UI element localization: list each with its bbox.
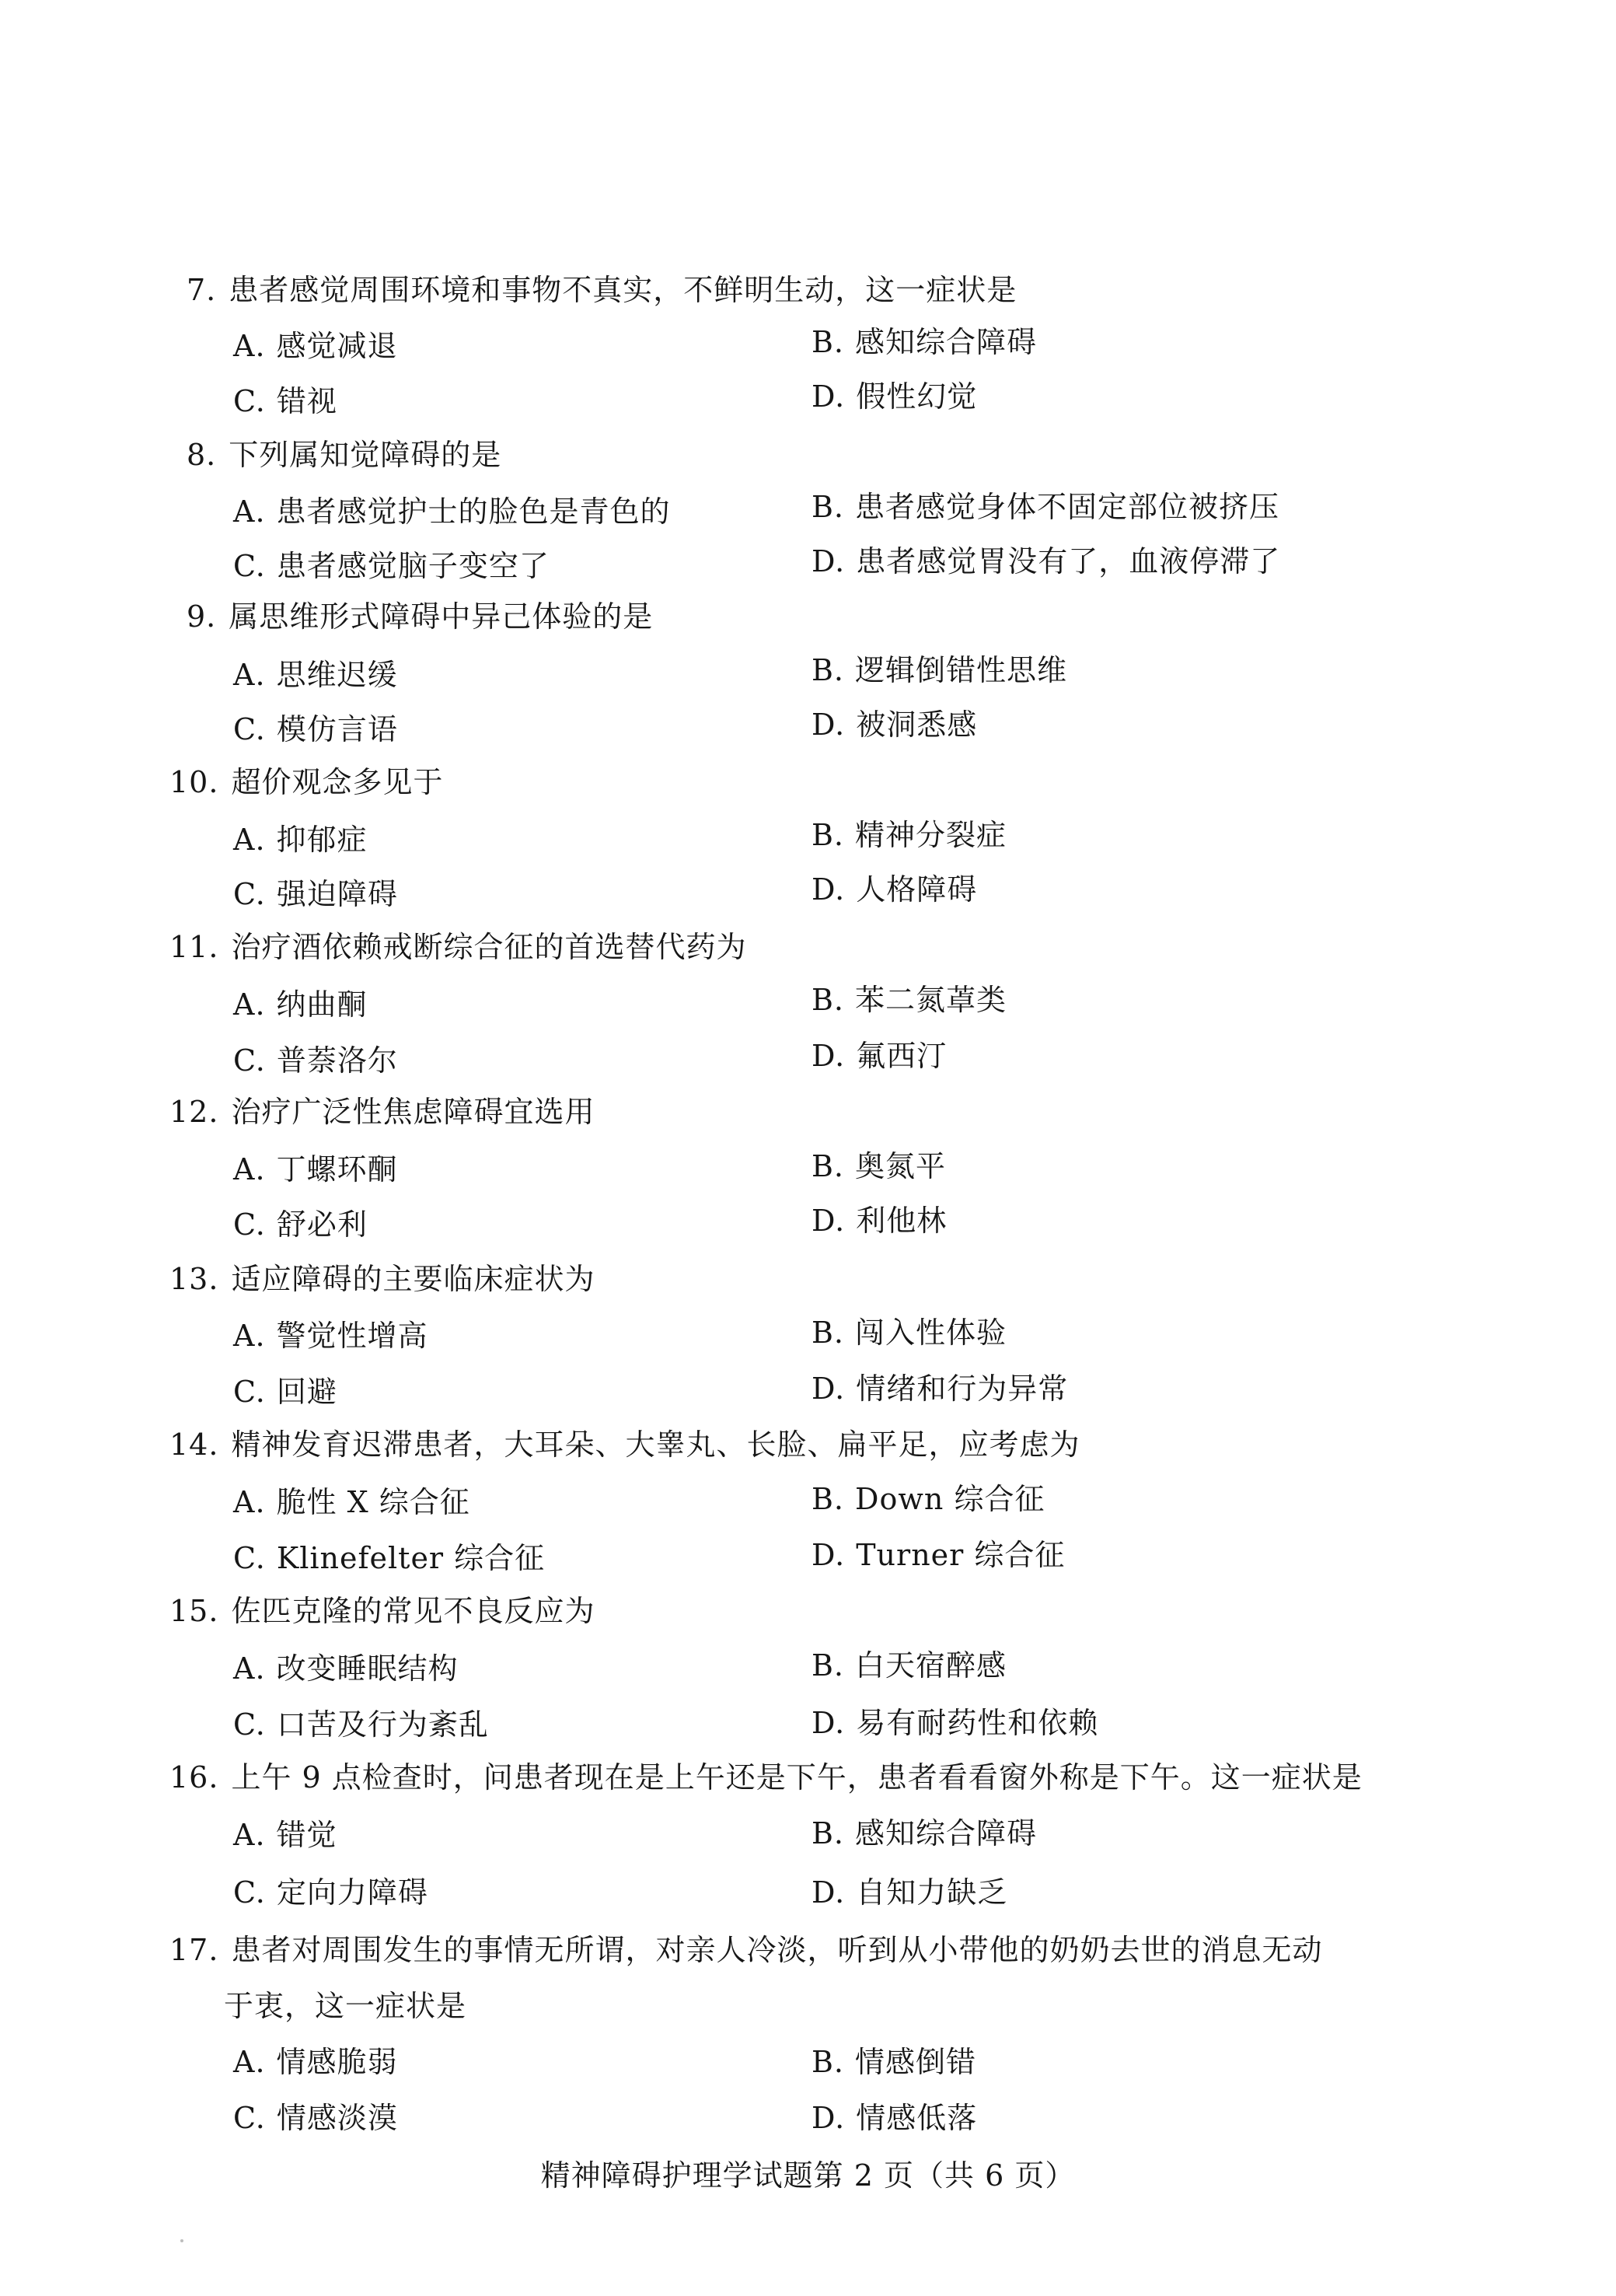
question-text: 下列属知觉障碍的是 [229, 438, 502, 472]
option-letter: A. [233, 1485, 266, 1519]
option-letter: D. [811, 1039, 846, 1073]
option-letter: D. [811, 2101, 846, 2135]
option-letter: A. [233, 494, 266, 529]
option-c [233, 871, 398, 917]
option-letter: D. [811, 1706, 846, 1740]
option-letter: B. [811, 983, 845, 1017]
option-text: 苯二氮䓬类 [855, 983, 1007, 1017]
option-text: 易有耐药性和依赖 [856, 1706, 1099, 1740]
option-letter: C. [233, 2101, 266, 2135]
option-letter: C. [233, 1875, 266, 1910]
option-text: 脆性 X 综合征 [276, 1485, 470, 1519]
option-letter: B. [811, 653, 845, 687]
option-text: 患者感觉脑子变空了 [276, 549, 550, 583]
option-letter: D. [811, 1372, 846, 1406]
option-text: 自知力缺乏 [856, 1875, 1008, 1910]
scan-speck [180, 2239, 183, 2242]
option-letter: C. [233, 1707, 266, 1742]
option-letter: D. [811, 544, 846, 578]
option-text: 利他林 [856, 1204, 948, 1238]
option-text: 错视 [276, 384, 337, 418]
option-c [233, 2095, 398, 2141]
question-stem [187, 432, 501, 478]
question-number: 14. [169, 1428, 219, 1462]
option-a [233, 816, 368, 863]
option-text: 口苦及行为紊乱 [276, 1707, 489, 1742]
option-text: 错觉 [276, 1818, 337, 1852]
option-letter: C. [233, 549, 266, 583]
option-text: Klinefelter 综合征 [276, 1541, 546, 1575]
question-number: 16. [169, 1760, 219, 1795]
option-d [811, 538, 1280, 585]
option-text: Down 综合征 [855, 1482, 1045, 1516]
option-d [811, 1365, 1068, 1412]
question-stem [169, 1588, 595, 1634]
option-a [233, 652, 398, 698]
option-a [233, 488, 671, 535]
option-b [811, 1642, 1007, 1689]
option-text: 白天宿醉感 [855, 1648, 1007, 1683]
option-letter: B. [811, 1316, 845, 1350]
option-c [233, 543, 550, 589]
option-d [811, 866, 977, 913]
option-text: 氟西汀 [856, 1039, 948, 1073]
option-b [811, 2039, 976, 2085]
question-stem-continuation: 于衷，这一症状是 [224, 1989, 467, 2023]
option-text: 情感脆弱 [276, 2045, 398, 2079]
option-letter: A. [233, 1651, 266, 1686]
option-text: 情感低落 [856, 2101, 978, 2135]
option-letter: B. [811, 1149, 845, 1183]
question-text: 患者对周围发生的事情无所谓，对亲人冷淡，听到从小带他的奶奶去世的消息无动 [231, 1933, 1323, 1967]
option-letter: C. [233, 877, 266, 911]
option-text: 回避 [276, 1375, 337, 1409]
option-text: 思维迟缓 [276, 658, 398, 692]
option-text: 模仿言语 [276, 712, 398, 746]
option-a [233, 1146, 398, 1193]
question-number: 7. [187, 273, 217, 307]
option-text: 舒必利 [276, 1207, 368, 1242]
option-letter: D. [811, 1875, 846, 1910]
question-text: 属思维形式障碍中异己体验的是 [229, 599, 654, 634]
option-letter: B. [811, 818, 845, 852]
option-c [233, 706, 398, 753]
question-text: 超价观念多见于 [231, 765, 444, 799]
option-letter: D. [811, 708, 846, 742]
option-text: 情感淡漠 [276, 2101, 398, 2135]
question-stem [169, 924, 746, 970]
option-a [233, 323, 398, 369]
option-a [233, 1479, 470, 1525]
option-text: 患者感觉护士的脸色是青色的 [276, 494, 671, 529]
option-d [811, 1700, 1098, 1746]
question-text: 上午 9 点检查时，问患者现在是上午还是下午，患者看看窗外称是下午。这一症状是 [231, 1760, 1363, 1795]
option-text: 警觉性增高 [276, 1319, 428, 1353]
question-text: 精神发育迟滞患者，大耳朵、大睾丸、长脸、扁平足，应考虑为 [231, 1428, 1080, 1462]
option-text: 闯入性体验 [855, 1316, 1007, 1350]
option-b [811, 1810, 1037, 1857]
option-text: 逻辑倒错性思维 [855, 653, 1068, 687]
option-letter: A. [233, 987, 266, 1022]
option-text: 精神分裂症 [855, 818, 1007, 852]
page-footer: 精神障碍护理学试题第 2 页（共 6 页） [540, 2158, 1076, 2193]
option-text: 患者感觉身体不固定部位被挤压 [855, 490, 1280, 524]
option-letter: B. [811, 1816, 845, 1850]
option-a [233, 1645, 459, 1692]
option-text: 普萘洛尔 [276, 1043, 398, 1078]
option-letter: D. [811, 872, 846, 907]
option-d [811, 1532, 1065, 1578]
option-b [811, 1143, 946, 1190]
option-text: 纳曲酮 [276, 987, 368, 1022]
option-text: 定向力障碍 [276, 1875, 428, 1910]
option-letter: D. [811, 379, 846, 414]
question-stem [169, 1421, 1080, 1468]
option-letter: C. [233, 712, 266, 746]
option-d [811, 1869, 1007, 1916]
option-letter: C. [233, 1541, 266, 1575]
option-b [811, 1476, 1045, 1522]
option-c [233, 1201, 368, 1248]
option-b [811, 484, 1279, 530]
option-letter: C. [233, 384, 266, 418]
option-c [233, 1535, 545, 1581]
question-number: 15. [169, 1594, 219, 1628]
option-letter: A. [233, 823, 266, 857]
question-number: 13. [169, 1262, 219, 1296]
question-stem [169, 1089, 595, 1135]
question-stem [169, 1927, 1322, 1973]
option-b [811, 812, 1007, 858]
option-text: 被洞悉感 [856, 708, 978, 742]
question-text: 佐匹克隆的常见不良反应为 [231, 1594, 595, 1628]
option-text: 奥氮平 [855, 1149, 947, 1183]
question-text: 治疗酒依赖戒断综合征的首选替代药为 [231, 930, 747, 964]
option-d [811, 2095, 977, 2141]
question-number: 10. [169, 765, 219, 799]
option-b [811, 977, 1007, 1023]
option-letter: C. [233, 1207, 266, 1242]
option-letter: D. [811, 1538, 846, 1572]
option-text: 强迫障碍 [276, 877, 398, 911]
option-a [233, 981, 368, 1028]
option-letter: B. [811, 2045, 845, 2079]
option-c [233, 1701, 489, 1748]
question-number: 8. [187, 438, 217, 472]
option-letter: D. [811, 1204, 846, 1238]
option-text: 患者感觉胃没有了，血液停滞了 [856, 544, 1281, 578]
question-number: 9. [187, 599, 217, 634]
option-text: 抑郁症 [276, 823, 368, 857]
question-stem [169, 759, 443, 806]
option-letter: B. [811, 490, 845, 524]
option-d [811, 1033, 947, 1079]
option-letter: A. [233, 2045, 266, 2079]
option-c [233, 1037, 398, 1084]
option-text: 感觉减退 [276, 329, 398, 363]
question-text: 适应障碍的主要临床症状为 [231, 1262, 595, 1296]
question-stem [187, 267, 1017, 313]
option-text: 情感倒错 [855, 2045, 977, 2079]
question-text: 患者感觉周围环境和事物不真实，不鲜明生动，这一症状是 [229, 273, 1017, 307]
option-b [811, 319, 1037, 365]
question-number: 11. [169, 930, 219, 964]
option-text: 人格障碍 [856, 872, 978, 907]
question-stem [169, 1754, 1363, 1801]
option-d [811, 701, 977, 748]
option-text: 假性幻觉 [856, 379, 978, 414]
option-letter: B. [811, 1648, 845, 1683]
option-letter: C. [233, 1043, 266, 1078]
option-letter: A. [233, 658, 266, 692]
question-number: 12. [169, 1095, 219, 1129]
option-text: 感知综合障碍 [855, 1816, 1038, 1850]
question-text: 治疗广泛性焦虑障碍宜选用 [231, 1095, 595, 1129]
option-letter: A. [233, 1319, 266, 1353]
option-b [811, 1309, 1007, 1356]
option-letter: B. [811, 1482, 845, 1516]
option-d [811, 1197, 947, 1244]
option-text: 感知综合障碍 [855, 325, 1038, 359]
question-stem [187, 593, 653, 640]
option-b [811, 647, 1067, 694]
option-letter: A. [233, 1152, 266, 1186]
option-d [811, 373, 977, 420]
option-letter: A. [233, 329, 266, 363]
option-letter: B. [811, 325, 845, 359]
option-letter: A. [233, 1818, 266, 1852]
option-text: Turner 综合征 [856, 1538, 1066, 1572]
question-stem [169, 1256, 595, 1302]
option-c [233, 1869, 428, 1916]
option-a [233, 1312, 428, 1359]
option-text: 丁螺环酮 [276, 1152, 398, 1186]
option-letter: C. [233, 1375, 266, 1409]
question-number: 17. [169, 1933, 219, 1967]
option-text: 情绪和行为异常 [856, 1372, 1069, 1406]
option-text: 改变睡眠结构 [276, 1651, 459, 1686]
option-a [233, 1812, 337, 1858]
option-c [233, 1368, 337, 1415]
option-a [233, 2039, 398, 2085]
option-c [233, 378, 337, 425]
